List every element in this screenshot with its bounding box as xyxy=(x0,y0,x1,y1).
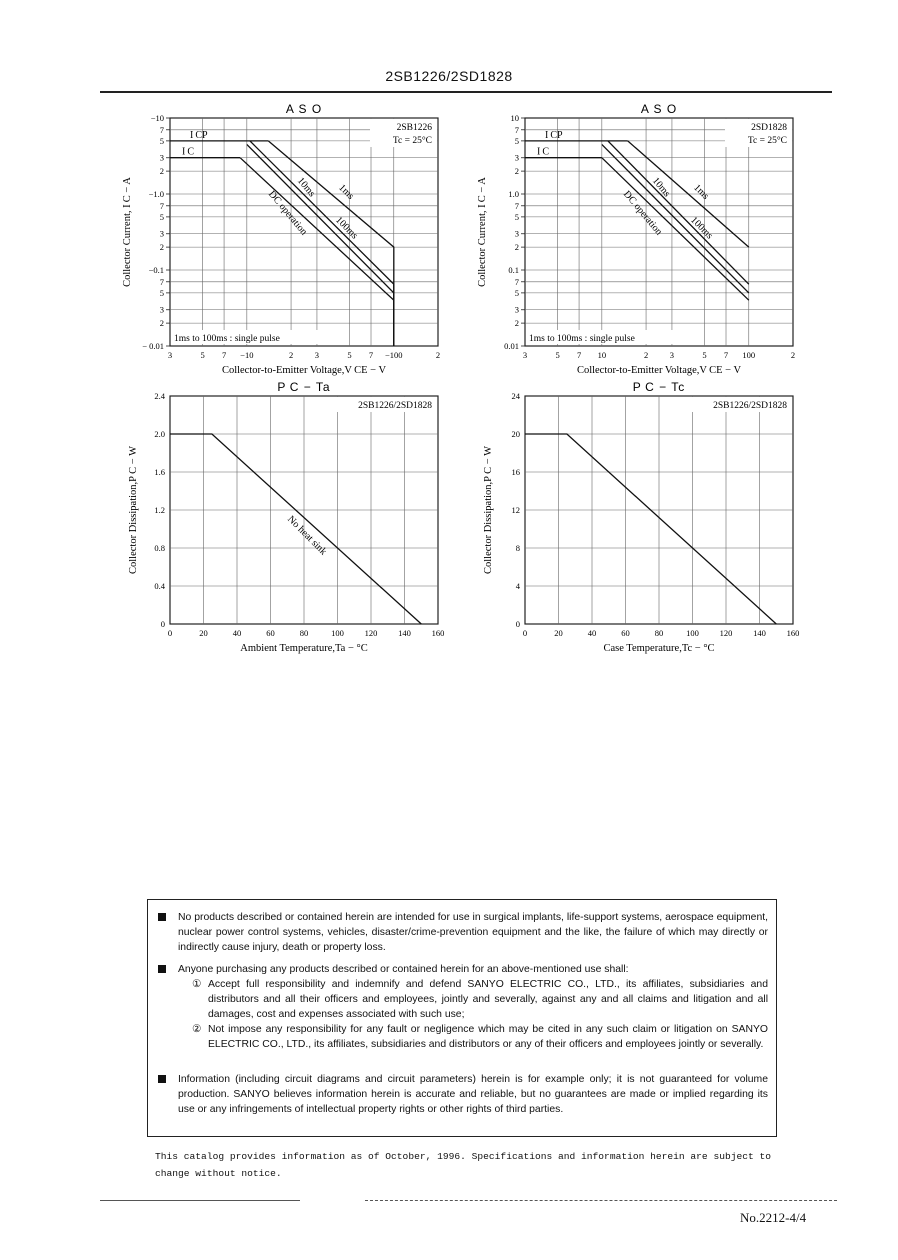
chart-aso-2sd1828 xyxy=(465,100,805,375)
y-tick-label: 2 xyxy=(159,318,164,329)
y-axis-label: Collector Dissipation,P C − W xyxy=(128,446,139,574)
y-tick-label: 7 xyxy=(159,276,164,287)
corner-label: 2SB1226 xyxy=(396,123,432,133)
catalog-notice: This catalog provides information as of October, 1996. Specifications and information herein are subject to change without notice. xyxy=(155,1151,772,1179)
y-tick-label: −1.0 xyxy=(148,189,164,199)
x-tick-label: 100 xyxy=(331,628,344,638)
x-tick-label: 2 xyxy=(435,350,441,360)
y-tick-label: 7 xyxy=(159,124,164,135)
curve-label-1ms: 1ms xyxy=(336,182,356,202)
series-line xyxy=(602,158,749,301)
x-tick-label: 20 xyxy=(554,628,563,638)
y-tick-label: 1.6 xyxy=(154,467,165,477)
y-tick-label: 0 xyxy=(515,619,520,629)
x-tick-label: 3 xyxy=(167,350,173,360)
curve-label-dc: DC operation xyxy=(266,188,310,238)
square-bullet-icon xyxy=(158,965,166,973)
curve-label-ic: I C xyxy=(182,146,195,158)
y-axis-label: Collector Current, I C − A xyxy=(122,177,133,287)
page-number: No.2212-4/4 xyxy=(740,1210,807,1225)
series-line xyxy=(247,144,394,346)
curve-label-icp: I CP xyxy=(190,129,208,141)
x-tick-label: 60 xyxy=(266,628,275,638)
square-bullet-icon xyxy=(158,1075,166,1083)
y-tick-label: 5 xyxy=(514,287,519,298)
x-tick-label: 120 xyxy=(719,628,733,638)
disclaimer-item-1 xyxy=(158,910,768,955)
circled-one-icon: ① xyxy=(192,979,202,990)
chart-title: P C − Tc xyxy=(632,380,686,394)
x-tick-label: 100 xyxy=(742,350,756,360)
corner-label: 2SD1828 xyxy=(751,123,787,133)
document-title: 2SB1226/2SD1828 xyxy=(385,68,513,84)
x-tick-label: 2 xyxy=(790,350,796,360)
y-tick-label: 7 xyxy=(159,200,164,211)
x-axis-label: Ambient Temperature,Ta − °C xyxy=(240,643,368,654)
chart-aso-2sb1226 xyxy=(110,100,450,375)
y-tick-label: 5 xyxy=(159,135,164,146)
x-tick-label: 5 xyxy=(347,350,352,360)
y-tick-label: 3 xyxy=(159,152,164,163)
y-tick-label: 7 xyxy=(514,200,519,211)
chart-title: P C − Ta xyxy=(277,380,331,394)
y-tick-label: 3 xyxy=(159,304,164,315)
disclaimer-sub-1 xyxy=(192,977,768,1022)
y-tick-label: 0.8 xyxy=(154,543,165,553)
chart-aso-2sb1226-svg xyxy=(110,100,450,375)
curve-label-100ms: 100ms xyxy=(333,214,360,242)
square-bullet-icon xyxy=(158,913,166,921)
series-line xyxy=(250,141,394,346)
chart-title: A S O xyxy=(285,102,323,116)
x-tick-label: 160 xyxy=(431,628,445,638)
y-tick-label: 2 xyxy=(514,242,519,253)
y-tick-label: 2.0 xyxy=(154,429,165,439)
chart-note: 1ms to 100ms : single pulse xyxy=(174,334,280,344)
chart-note: 1ms to 100ms : single pulse xyxy=(529,334,635,344)
x-tick-label: 5 xyxy=(702,350,707,360)
x-axis-label: Collector-to-Emitter Voltage,V CE − V xyxy=(576,365,742,376)
y-tick-label: 24 xyxy=(511,391,520,401)
chart-pc-ta xyxy=(110,378,450,653)
disclaimer-text-1: No products described or contained herein are intended for use in surgical implants, life-support systems, aerospace equipment, nuclear power control systems, vehicles, disaster/crime-prevention equipment and the like, the failure of which may directly or indirectly cause injury, death or property loss. xyxy=(178,912,768,953)
x-tick-label: 3 xyxy=(522,350,528,360)
chart-pc-tc-svg xyxy=(465,378,805,653)
x-tick-label: 40 xyxy=(587,628,597,638)
series-line xyxy=(525,434,776,624)
corner-label: Tc = 25°C xyxy=(747,136,787,146)
curve-label-no-heat-sink: No heat sink xyxy=(285,513,329,558)
y-tick-label: 3 xyxy=(514,304,519,315)
disclaimer-sub-2 xyxy=(192,1022,768,1052)
x-tick-label: 5 xyxy=(200,350,205,360)
y-tick-label: 2 xyxy=(159,166,164,177)
y-tick-label: 1.0 xyxy=(508,189,519,199)
header-rule xyxy=(100,91,832,93)
y-tick-label: 1.2 xyxy=(154,505,165,515)
disclaimer-item-2 xyxy=(158,962,768,1052)
x-tick-label: 120 xyxy=(364,628,378,638)
x-tick-label: 7 xyxy=(368,350,374,360)
curve-label-icp: I CP xyxy=(545,129,563,141)
y-tick-label: − 0.01 xyxy=(142,341,164,351)
y-tick-label: −0.1 xyxy=(148,265,164,275)
y-tick-label: 0.1 xyxy=(508,265,519,275)
chart-aso-2sd1828-svg xyxy=(465,100,805,375)
disclaimer-sub-1-text: Accept full responsibility and indemnify and defend SANYO ELECTRIC CO., LTD., its affiliates, subsidiaries and distributors and all their officers and employees, jointly and severally, against any and all claims and litigation and all damages, cost and expenses associated with such use; xyxy=(208,979,768,1020)
x-tick-label: −10 xyxy=(240,350,254,360)
disclaimer-text-3: Information (including circuit diagrams and circuit parameters) herein is for example only; it is not guaranteed for volume production. SANYO believes information herein is accurate and reliable, but no guarantees are made or implied regarding its use or any infringements of intellectual property rights or other rights of third parties. xyxy=(178,1074,768,1115)
series-line xyxy=(602,144,749,293)
curve-label-10ms: 10ms xyxy=(294,175,318,200)
x-tick-label: 0 xyxy=(522,628,528,638)
x-tick-label: 7 xyxy=(576,350,582,360)
x-tick-label: 80 xyxy=(654,628,664,638)
corner-label: Tc = 25°C xyxy=(392,136,432,146)
y-tick-label: 2 xyxy=(159,242,164,253)
y-tick-label: 16 xyxy=(511,467,520,477)
curve-label-dc: DC operation xyxy=(621,188,665,238)
y-axis-label: Collector Current, I C − A xyxy=(477,177,488,287)
series-line xyxy=(608,141,749,284)
x-tick-label: 2 xyxy=(643,350,649,360)
curve-label-100ms: 100ms xyxy=(688,214,715,242)
y-tick-label: 5 xyxy=(159,287,164,298)
x-tick-label: 40 xyxy=(232,628,242,638)
y-tick-label: 20 xyxy=(511,429,520,439)
y-tick-label: 5 xyxy=(514,211,519,222)
disclaimer-item-3 xyxy=(158,1072,768,1117)
y-tick-label: 8 xyxy=(515,543,520,553)
y-tick-label: 7 xyxy=(514,124,519,135)
y-tick-label: 5 xyxy=(159,211,164,222)
disclaimer-text-2: Anyone purchasing any products described or contained herein for an above-mentioned use shall: xyxy=(178,964,629,975)
x-axis-label: Collector-to-Emitter Voltage,V CE − V xyxy=(221,365,387,376)
y-tick-label: 3 xyxy=(514,228,519,239)
curve-label-10ms: 10ms xyxy=(649,175,673,200)
circled-two-icon: ② xyxy=(192,1024,202,1035)
x-tick-label: −100 xyxy=(384,350,403,360)
y-tick-label: 7 xyxy=(514,276,519,287)
y-tick-label: 10 xyxy=(510,113,519,123)
y-tick-label: 4 xyxy=(515,581,520,591)
corner-label: 2SB1226/2SD1828 xyxy=(358,401,432,411)
y-tick-label: 5 xyxy=(514,135,519,146)
x-tick-label: 140 xyxy=(753,628,766,638)
curve-label-ic: I C xyxy=(537,146,550,158)
y-tick-label: 2 xyxy=(514,318,519,329)
chart-pc-tc xyxy=(465,378,805,653)
disclaimer-sub-2-text: Not impose any responsibility for any fault or negligence which may be cited in any such claim or litigation on SANYO ELECTRIC CO., LTD., its affiliates, subsidiaries and distributors or any of their officers and employees jointly or severally. xyxy=(208,1024,768,1050)
x-tick-label: 7 xyxy=(221,350,227,360)
chart-title: A S O xyxy=(640,102,678,116)
y-tick-label: 2 xyxy=(514,166,519,177)
x-tick-label: 3 xyxy=(669,350,675,360)
y-tick-label: 3 xyxy=(159,228,164,239)
x-tick-label: 5 xyxy=(555,350,560,360)
disclaimer-box xyxy=(147,899,777,1137)
chart-pc-ta-svg xyxy=(110,378,450,653)
x-tick-label: 0 xyxy=(167,628,173,638)
y-axis-label: Collector Dissipation,P C − W xyxy=(483,446,494,574)
curve-label-1ms: 1ms xyxy=(691,182,711,202)
y-tick-label: −10 xyxy=(150,113,164,123)
x-tick-label: 3 xyxy=(314,350,320,360)
x-tick-label: 2 xyxy=(288,350,294,360)
series-line xyxy=(268,141,394,346)
corner-label: 2SB1226/2SD1828 xyxy=(713,401,787,411)
x-axis-label: Case Temperature,Tc − °C xyxy=(603,643,715,654)
x-tick-label: 20 xyxy=(199,628,208,638)
x-tick-label: 10 xyxy=(597,350,607,360)
x-tick-label: 100 xyxy=(686,628,699,638)
y-tick-label: 0.01 xyxy=(504,341,519,351)
y-tick-label: 0.4 xyxy=(154,581,165,591)
footer-rule-left xyxy=(100,1200,300,1201)
y-tick-label: 3 xyxy=(514,152,519,163)
y-tick-label: 2.4 xyxy=(154,391,165,401)
y-tick-label: 12 xyxy=(511,505,520,515)
x-tick-label: 60 xyxy=(621,628,630,638)
footer-rule-right xyxy=(365,1200,837,1201)
y-tick-label: 0 xyxy=(160,619,165,629)
x-tick-label: 80 xyxy=(299,628,309,638)
x-tick-label: 7 xyxy=(723,350,729,360)
x-tick-label: 140 xyxy=(398,628,411,638)
x-tick-label: 160 xyxy=(786,628,800,638)
